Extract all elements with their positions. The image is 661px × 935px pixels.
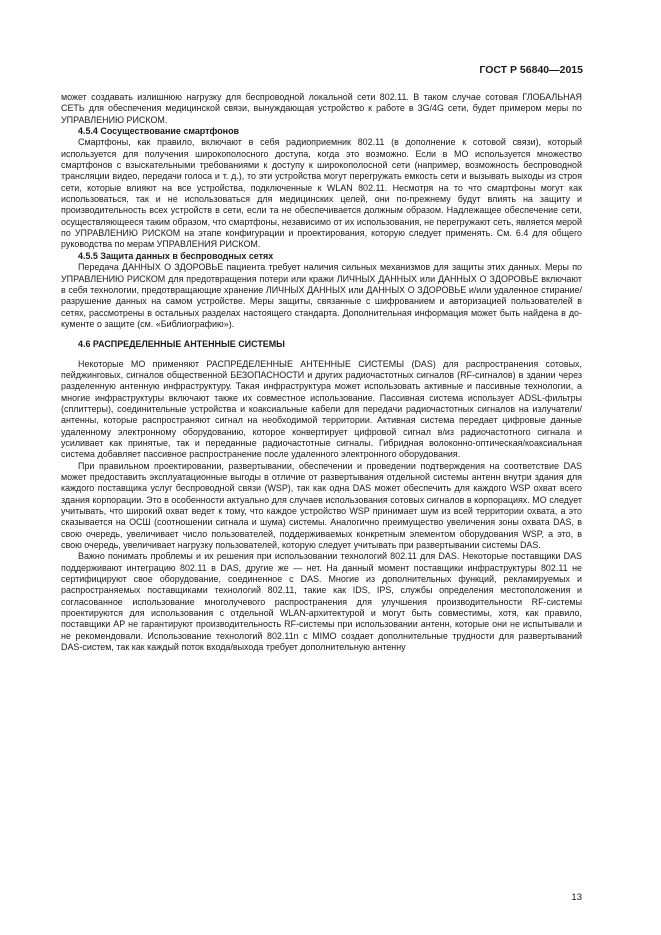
paragraph-4-6-1: Некоторые МО применяют РАСПРЕДЕЛЕННЫЕ АНТЕННЫЕ СИСТЕМЫ (DAS) для распространения сотовых, пейджинговых, сигналов общественной БЕЗОПАСНОСТИ и других радиочастотных сигналов (RF-сигналов) в здании через разделенную антенную инфраструктуру. Такая инфраструктура может использовать активные и пассивные технологии, а многие инфраструктуры включают также их совместное использование. Пассивная система использует ADSL-фильтры (сплиттеры), соединительные устройства и коаксиальные кабели для передачи радиочастотных сигналов на излучатели/антенны, которые распространяют сигнал на необходимой территории. Активная система передает цифровые данные удаленному электронному оборудованию, которое конвертирует цифровой сигнал в/из радиочастотного сигнала и усиливает как принятые, так и переданные радиочастотные сигналы. Гибридная волоконно-оптическая/коаксиальная система добавляет пассивное распространение после удаленного электронного оборудования.	[61, 358, 582, 460]
page-number: 13	[571, 892, 582, 903]
paragraph-4-5-5: Передача ДАННЫХ О ЗДОРОВЬЕ пациента требует наличия сильных механизмов для защиты этих данных. Меры по УПРАВЛЕНИЮ РИСКОМ для предотвращения потери или кражи ЛИЧНЫХ ДАННЫХ или ДАННЫХ О ЗДОРОВЬЕ включают в себя технологии, предотвращающие хранение ЛИЧНЫХ ДАННЫХ или ДАННЫХ О ЗДОРОВЬЕ и/или удаленное стирание/разрушение данных на самом устройстве. Меры защиты, связанные с шифрованием и авторизацией пользователей в сетях, рассмотрены в остальных разделах настоящего стандарта. Дополнительная информация может быть найдена в документе о защите (см. «Библиографию»).	[61, 262, 582, 329]
section-heading-4-5-5: 4.5.5 Защита данных в беспроводных сетях	[78, 250, 274, 261]
paragraph-intro: может создавать излишнюю нагрузку для беспроводной локальной сети 802.11. В таком случае сотовая ГЛОБАЛЬНАЯ СЕТЬ для обеспечения медицинской связи, вынуждающая устройство к работе в 3G/4G сети, будет примером меры по УПРАВЛЕНИЮ РИСКОМ.	[61, 92, 582, 125]
section-heading-4-6: 4.6 РАСПРЕДЕЛЕННЫЕ АНТЕННЫЕ СИСТЕМЫ	[78, 339, 285, 350]
paragraph-4-5-4: Смартфоны, как правило, включают в себя радиоприемник 802.11 (в дополнение к сотовой связи), который используется для получения широкополосного доступа, когда это возможно. Если в МО используется множество смартфонов с взыскательными требованиями к доступу к широкополосной сети (например, возможность беспроводной трансляции видео, передачи голоса и т. д.), то эти устройства могут перегружать емкость сети и вызывать выходы из строя сети, которые влияют на все устройства, подключенные к WLAN 802.11. Несмотря на то что смартфоны могут как использоваться, так и не использоваться для медицинских целей, они по-прежнему будут влиять на защиту и производительность всех устройств в сети, если та не обеспечивается должным образом. Надлежащее обеспечение сети, осуществляющееся таким образом, что смартфоны, независимо от их использования, не перегружают сеть, является мерой по УПРАВЛЕНИЮ РИСКОМ на этапе конфигурации и проектирования, которую следует применять. См. 6.4 для общего руководства по мерам УПРАВЛЕНИЯ РИСКОМ.	[61, 137, 582, 250]
section-spacer	[61, 351, 582, 359]
page-body	[61, 92, 582, 654]
document-code-header: ГОСТ Р 56840—2015	[479, 64, 583, 76]
paragraph-4-6-2: При правильном проектировании, развертывании, обеспечении и проведении подтверждения на соответствие DAS может предоставить эксплуатационные выгоды в отличие от развертывания отдельной системы антенн внутри здания для каждого поставщика услуг беспроводной связи (WSP), так как одна DAS может обеспечить для каждого WSP охват всего здания корпорации. Это в особенности актуально для случаев использования сотовых сигналов в корпорациях. МО следует учитывать, что широкий охват ведет к тому, что каждое устройство WSP принимает шум из всей территории охвата, а это сказывается на ОСШ (соотношении сигнала и шума) системы. Аналогично преимущество увеличения зоны охвата DAS, в свою очередь, увеличивает число пользователей, поддерживаемых конкретным элементом оборудования WSP, а это, в свою очередь, увеличивает нагрузку пользователей, которую следует учитывать при развертывании системы DAS.	[61, 460, 582, 551]
section-spacer	[61, 330, 582, 339]
section-heading-4-5-4: 4.5.4 Сосуществование смартфонов	[78, 126, 240, 137]
paragraph-4-6-3: Важно понимать проблемы и их решения при использовании технологий 802.11 для DAS. Некоторые поставщики DAS поддерживают интеграцию 802.11 в DAS, другие же — нет. На данный момент поставщики инфраструктуры 802.11 не сертифицируют свое оборудование, соединенное с DAS. Многие из дополнительных функций, рекламируемых и распространяемых поставщиками технологий 802.11, такие как IDS, IPS, службы определения местоположения и согласованное использование многолучевого распространения для улучшения производительности RF-системы проектируются для использования с отдельной WLAN-архитектурой и могут быть совместимы, хотя, как правило, поставщики АР не гарантируют производительность RF-системы при использовании антенн, которые они не испытывали и не рекомендовали. Использование технологий 802.11n с MIMO создает дополнительные трудности для развертываний DAS-систем, так как каждый поток входа/выхода требует дополнительную антенну	[61, 551, 582, 653]
